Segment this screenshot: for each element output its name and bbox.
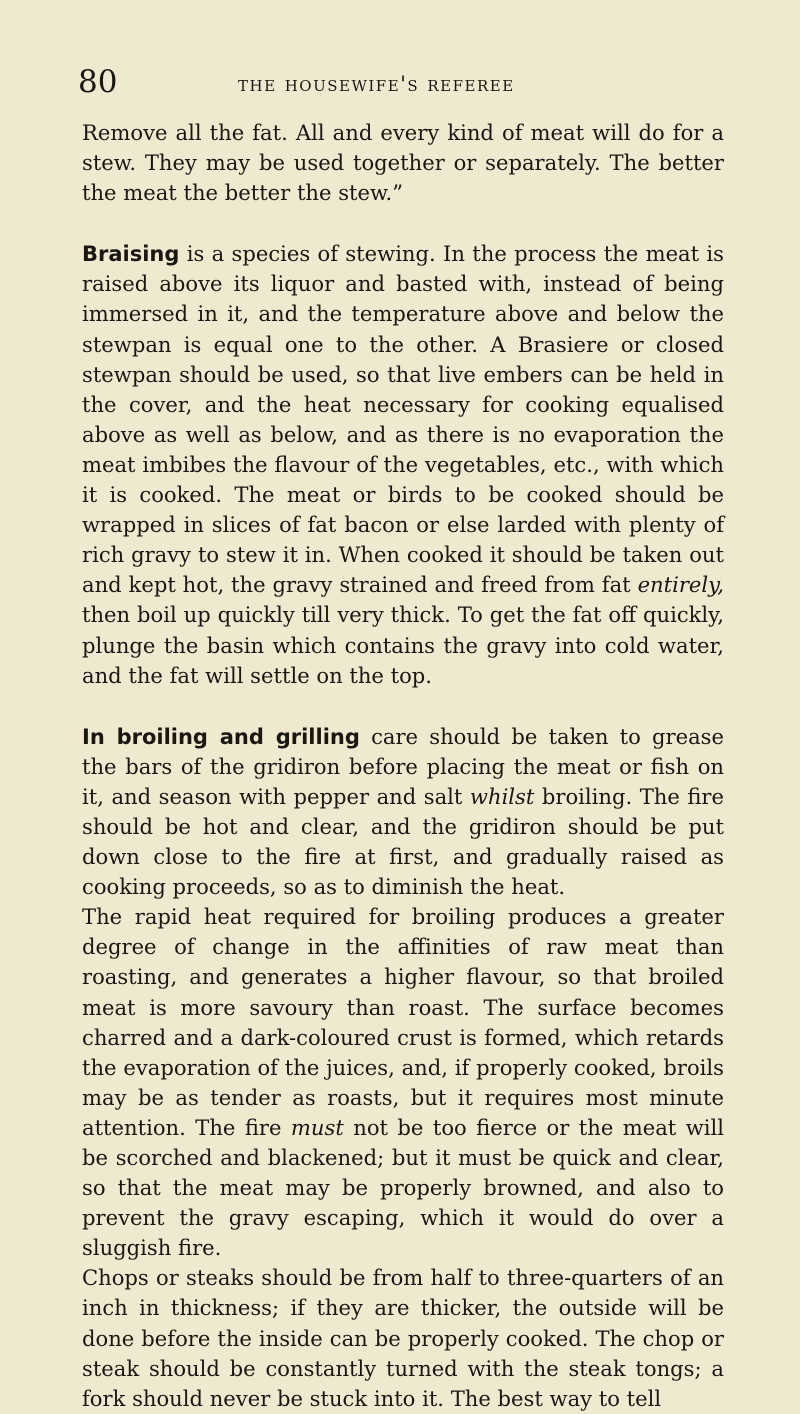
paragraph-lead: In broiling and grilling xyxy=(82,724,360,749)
emphasis-text: entirely, xyxy=(637,572,724,598)
paragraph-stew-end: Remove all the fat. All and every kind of meat will do for a stew. They may be used together or separately. The better the meat the better the stew.” xyxy=(82,120,724,206)
paragraph-braising: Braising is a species of stewing. In the process the meat is raised above its liquor and basted with, instead of being immersed in it, and the temperature above and below the stewpan is equal one to the other. A Brasiere or closed stewpan should be used, so that live embers can be held in the cover, and the heat necessary for cooking equalised above as well as below, and as there is no evaporation the meat imbibes the flavour of the vegetables, etc., with which it is cooked. The meat or birds to be cooked should be wrapped in slices of fat bacon or else larded with plenty of rich gravy to stew it in. When cooked it should be taken out and kept hot, the gravy strained and freed from fat entirely, then boil up quickly till very thick. To get the fat off quickly, plunge the basin which contains the gravy into cold water, and the fat will settle on the top. xyxy=(82,241,724,688)
body-text xyxy=(82,118,724,1414)
paragraph-broiling: In broiling and grilling care should be taken to grease the bars of the gridiron before placing the meat or fish on it, and season with pepper and salt whilst broiling. The fire should be hot and clear, and the gridiron should be put down close to the fire at first, and gradually raised as cooking proceeds, so as to diminish the heat. xyxy=(82,723,724,900)
paragraph-rapid-heat: The rapid heat required for broiling produces a greater degree of change in the affinities of raw meat than roasting, and generates a higher flavour, so that broiled meat is more savoury than roast. The surface becomes charred and a dark-coloured crust is formed, which retards the evaporation of the juices, and, if properly cooked, broils may be as tender as roasts, but it requires most minute attention. The fire must not be too fierce or the meat will be scorched and blackened; but it must be quick and clear, so that the meat may be properly browned, and also to prevent the gravy escaping, which it would do over a sluggish fire. xyxy=(82,904,725,1261)
running-head: the housewife's referee xyxy=(238,72,515,96)
emphasis-text: whilst xyxy=(469,783,535,809)
paragraph-lead: Braising xyxy=(82,242,180,267)
paragraph-chops: Chops or steaks should be from half to three-quarters of an inch in thickness; if they are thicker, the outside will be done before the inside can be properly cooked. The chop or steak should be constantly turned with the steak tongs; a fork should never be stuck into it. The best way to tell xyxy=(82,1265,724,1411)
page-number: 80 xyxy=(78,64,118,100)
page-header xyxy=(78,62,714,102)
emphasis-text: must xyxy=(290,1114,344,1140)
